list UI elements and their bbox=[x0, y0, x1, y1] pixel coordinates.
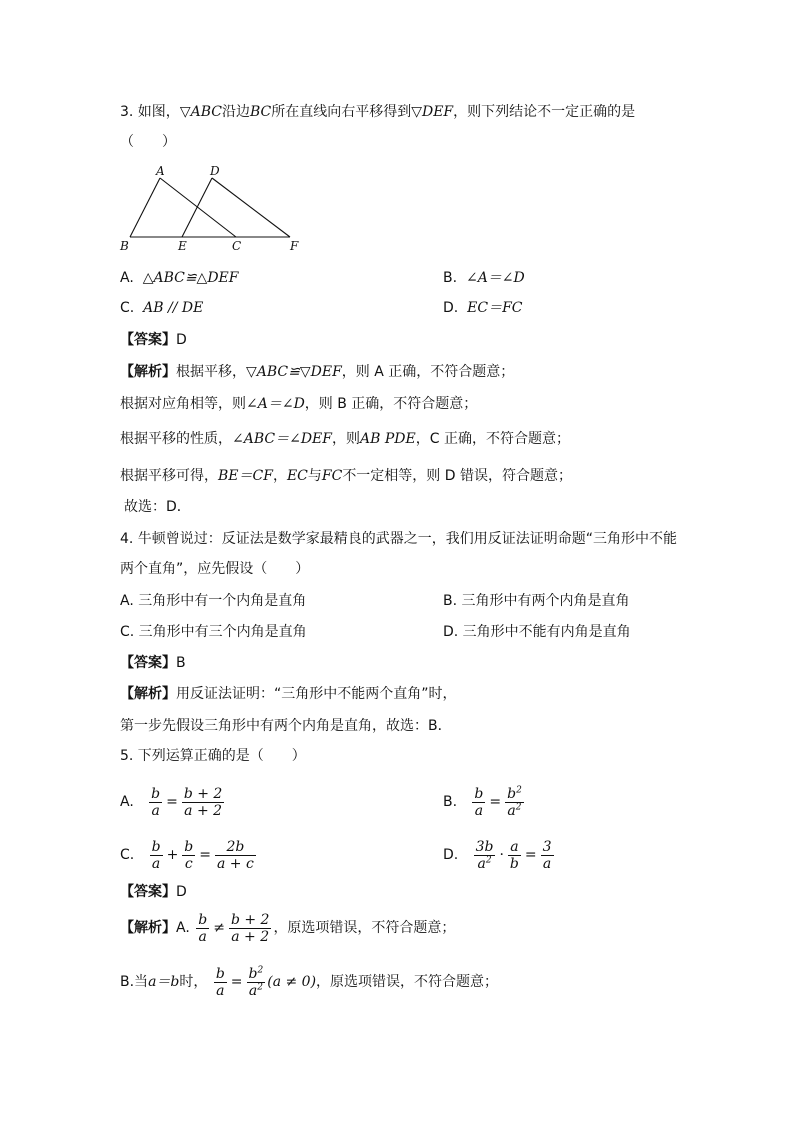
fraction: $\frac{a}{b}$ bbox=[509, 838, 519, 872]
q3-analysis-line-4: 根据平移可得，BE＝CF，EC与FC不一定相等，则 D 错误，符合题意； bbox=[120, 468, 572, 484]
q5-analysis-line-2: B.当a＝b时， $\frac{b}{a}$ = $\frac{b^2}{a^2}$ (a ≠ 0)，原选项错误，不符合题意； bbox=[120, 964, 499, 999]
q3-answer-paren: （ ） bbox=[120, 134, 176, 150]
q5-option-a: A. $\frac{b}{a}$ = $\frac{b + 2}{a + 2}$ bbox=[120, 785, 223, 819]
q5-analysis-line-1: 【解析】A. $\frac{b}{a}$ ≠ $\frac{b + 2}{a + 2}$ ，原选项错误，不符合题意； bbox=[120, 911, 456, 945]
q3-stem-text: 沿边 bbox=[221, 104, 250, 120]
fraction: $\frac{b + 2}{a + 2}$ bbox=[183, 785, 223, 819]
figure-segment-de bbox=[182, 178, 212, 237]
fraction: $\frac{b}{a}$ bbox=[198, 911, 208, 945]
q3-stem-text: 所在直线向右平移得到 bbox=[271, 104, 412, 120]
fraction: $\frac{3b}{a^2}$ bbox=[475, 838, 494, 872]
figure-label-e: E bbox=[178, 239, 187, 253]
fraction: $\frac{b}{a}$ bbox=[215, 965, 225, 999]
q4-option-a: A. 三角形中有一个内角是直角 bbox=[120, 593, 307, 609]
q3-option-c: C. AB // DE bbox=[120, 300, 204, 316]
q3-stem-suffix: ，则下列结论不一定正确的是 bbox=[453, 104, 636, 120]
q3-analysis-line-2: 根据对应角相等，则∠A＝∠D，则 B 正确，不符合题意； bbox=[120, 396, 478, 412]
q4-stem-line-2: 两个直角”，应先假设（ ） bbox=[120, 561, 310, 577]
figure-label-b: B bbox=[120, 239, 129, 253]
q3-option-b: B. ∠A＝∠D bbox=[443, 270, 525, 286]
q3-stem-prefix: 3. 如图， bbox=[120, 104, 180, 120]
figure-label-d: D bbox=[210, 164, 220, 178]
fraction: $\frac{2b}{a + c}$ bbox=[217, 838, 254, 872]
fraction: $\frac{3}{a}$ bbox=[542, 838, 552, 872]
figure-segment-df bbox=[212, 178, 290, 237]
q3-option-d: D. EC＝FC bbox=[443, 300, 523, 316]
fraction: $\frac{b^2}{a^2}$ bbox=[507, 784, 522, 819]
q4-stem-line-1: 4. 牛顿曾说过：反证法是数学家最精良的武器之一，我们用反证法证明命题“三角形中不能 bbox=[120, 531, 678, 547]
q3-analysis-line-3: 根据平移的性质，∠ABC＝∠DEF，则AB PDE，C 正确，不符合题意； bbox=[120, 431, 570, 447]
q5-option-c: C. $\frac{b}{a}$ + $\frac{b}{c}$ = $\frac{2b}{a + c}$ bbox=[120, 838, 254, 872]
q3-triangle-abc: ▽ABC bbox=[179, 104, 222, 120]
q3-answer: 【答案】D bbox=[120, 332, 187, 348]
fraction: $\frac{b}{a}$ bbox=[151, 838, 161, 872]
fraction: $\frac{b}{a}$ bbox=[474, 785, 484, 819]
q4-analysis-line-1: 【解析】用反证法证明：“三角形中不能两个直角”时， bbox=[120, 686, 457, 702]
q3-stem bbox=[120, 102, 635, 122]
q4-analysis-line-2: 第一步先假设三角形中有两个内角是直角，故选：B． bbox=[120, 718, 452, 734]
q5-answer: 【答案】D bbox=[120, 884, 187, 900]
q3-analysis-line-1: 【解析】根据平移，▽ABC≌▽DEF，则 A 正确，不符合题意； bbox=[120, 364, 515, 380]
figure-label-c: C bbox=[232, 239, 242, 253]
figure-label-a: A bbox=[156, 164, 165, 178]
fraction: $\frac{b + 2}{a + 2}$ bbox=[230, 911, 270, 945]
q5-option-d: D. $\frac{3b}{a^2}$ · $\frac{a}{b}$ = $\frac{3}{a}$ bbox=[443, 838, 552, 872]
q3-side-bc: BC bbox=[249, 104, 272, 120]
fraction: $\frac{b}{c}$ bbox=[184, 838, 194, 872]
q5-stem: 5. 下列运算正确的是（ ） bbox=[120, 748, 306, 764]
q3-conclusion: 故选：D． bbox=[124, 499, 191, 515]
fraction: $\frac{b}{a}$ bbox=[151, 785, 161, 819]
q3-triangle-figure bbox=[118, 162, 318, 254]
q3-option-a: A. △ABC≌△DEF bbox=[120, 270, 239, 286]
q5-option-b: B. $\frac{b}{a}$ = $\frac{b^2}{a^2}$ bbox=[443, 784, 522, 819]
q4-answer: 【答案】B bbox=[120, 655, 186, 671]
q3-triangle-def: ▽DEF bbox=[411, 104, 454, 120]
q4-option-d: D. 三角形中不能有内角是直角 bbox=[443, 624, 631, 640]
figure-segment-ab bbox=[130, 178, 160, 237]
fraction: $\frac{b^2}{a^2}$ bbox=[248, 964, 264, 999]
q4-option-b: B. 三角形中有两个内角是直角 bbox=[443, 593, 630, 609]
q4-option-c: C. 三角形中有三个内角是直角 bbox=[120, 624, 307, 640]
figure-label-f: F bbox=[290, 239, 299, 253]
